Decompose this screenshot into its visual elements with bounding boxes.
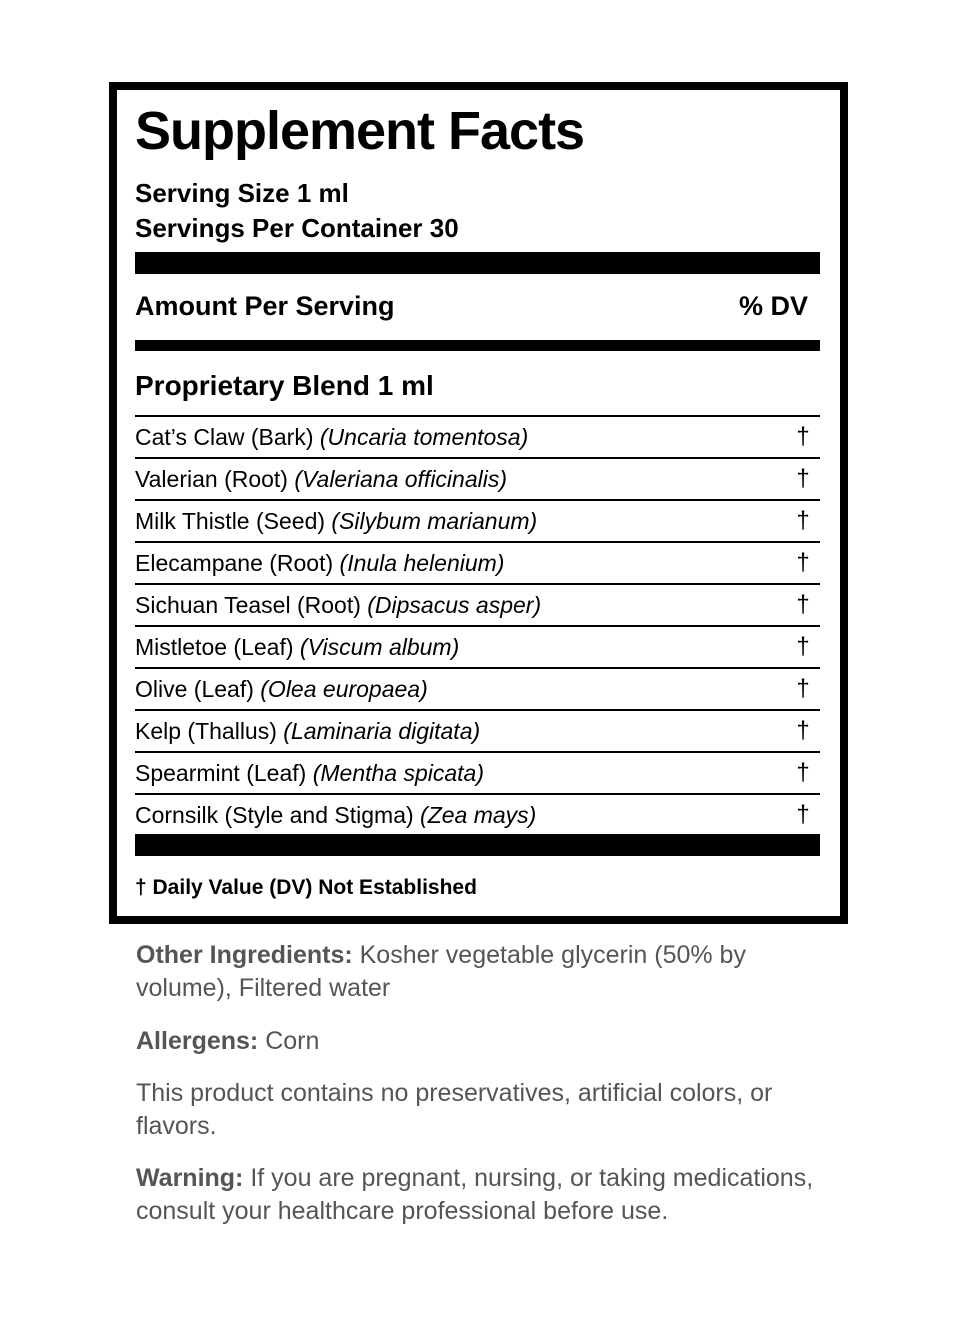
ingredient-dv: † bbox=[796, 507, 810, 534]
allergens-label: Allergens: bbox=[136, 1027, 259, 1055]
ingredient-dv: † bbox=[796, 717, 810, 744]
ingredient-scientific-name: (Zea mays) bbox=[420, 801, 537, 828]
ingredient-row bbox=[135, 667, 820, 709]
warning-label: Warning: bbox=[136, 1164, 244, 1192]
ingredient-row bbox=[135, 583, 820, 625]
ingredient-common-name: Kelp (Thallus) bbox=[135, 717, 277, 744]
ingredient-name bbox=[135, 718, 480, 745]
ingredient-common-name: Olive (Leaf) bbox=[135, 675, 254, 702]
ingredient-row bbox=[135, 709, 820, 751]
ingredient-row bbox=[135, 499, 820, 541]
ingredient-scientific-name: (Mentha spicata) bbox=[312, 759, 485, 786]
proprietary-blend: Proprietary Blend 1 ml bbox=[135, 370, 434, 401]
dv-header: % DV bbox=[738, 291, 808, 321]
ingredient-row bbox=[135, 793, 820, 835]
ingredient-row bbox=[135, 751, 820, 793]
ingredient-row bbox=[135, 415, 820, 457]
ingredient-common-name: Cornsilk (Style and Stigma) bbox=[135, 801, 414, 828]
warning bbox=[136, 1162, 816, 1228]
ingredient-dv: † bbox=[796, 423, 810, 450]
allergens-text: Corn bbox=[258, 1027, 320, 1055]
amount-per-serving-row bbox=[135, 291, 808, 322]
ingredient-common-name: Spearmint (Leaf) bbox=[135, 759, 307, 786]
ingredient-row bbox=[135, 457, 820, 499]
other-ingredients-label: Other Ingredients: bbox=[136, 941, 353, 969]
label-title: Supplement Facts bbox=[135, 101, 585, 161]
ingredient-name bbox=[135, 802, 536, 829]
ingredient-common-name: Valerian (Root) bbox=[135, 465, 288, 492]
serving-size: Serving Size 1 ml bbox=[135, 178, 349, 208]
bottom-divider bbox=[135, 834, 820, 856]
ingredient-name bbox=[135, 424, 528, 451]
ingredient-name bbox=[135, 634, 459, 661]
ingredient-row bbox=[135, 541, 820, 583]
ingredient-name bbox=[135, 676, 428, 703]
ingredient-scientific-name: (Olea europaea) bbox=[260, 675, 428, 702]
ingredient-name bbox=[135, 550, 504, 577]
medium-divider bbox=[135, 340, 820, 351]
ingredient-dv: † bbox=[796, 759, 810, 786]
footnote: † Daily Value (DV) Not Established bbox=[135, 876, 477, 899]
ingredient-name bbox=[135, 466, 507, 493]
thick-divider bbox=[135, 252, 820, 274]
other-ingredients-text: Kosher vegetable glycerin (50% by volume), Filtered water bbox=[136, 941, 746, 1002]
ingredient-row bbox=[135, 625, 820, 667]
ingredient-dv: † bbox=[796, 465, 810, 492]
ingredient-name bbox=[135, 592, 541, 619]
ingredient-scientific-name: (Inula helenium) bbox=[339, 549, 505, 576]
ingredient-scientific-name: (Dipsacus asper) bbox=[367, 591, 542, 618]
ingredient-common-name: Mistletoe (Leaf) bbox=[135, 633, 294, 660]
ingredient-scientific-name: (Laminaria digitata) bbox=[283, 717, 481, 744]
ingredient-dv: † bbox=[796, 675, 810, 702]
preservatives-statement: This product contains no preservatives, artificial colors, or flavors. bbox=[136, 1079, 773, 1140]
ingredient-list bbox=[135, 415, 820, 835]
serving-info bbox=[135, 176, 459, 246]
supplement-facts-panel bbox=[109, 82, 848, 924]
ingredient-scientific-name: (Viscum album) bbox=[299, 633, 460, 660]
ingredient-name bbox=[135, 508, 537, 535]
ingredient-scientific-name: (Silybum marianum) bbox=[331, 507, 538, 534]
allergens bbox=[136, 1025, 816, 1058]
ingredient-common-name: Sichuan Teasel (Root) bbox=[135, 591, 361, 618]
ingredient-common-name: Milk Thistle (Seed) bbox=[135, 507, 326, 534]
ingredient-common-name: Elecampane (Root) bbox=[135, 549, 334, 576]
ingredient-scientific-name: (Uncaria tomentosa) bbox=[319, 423, 529, 450]
ingredient-dv: † bbox=[796, 633, 810, 660]
ingredient-scientific-name: (Valeriana officinalis) bbox=[294, 465, 508, 492]
ingredient-name bbox=[135, 760, 484, 787]
warning-text: If you are pregnant, nursing, or taking medications, consult your healthcare professional before use. bbox=[136, 1164, 814, 1225]
ingredient-dv: † bbox=[796, 591, 810, 618]
ingredient-dv: † bbox=[796, 549, 810, 576]
ingredient-common-name: Cat’s Claw (Bark) bbox=[135, 423, 314, 450]
other-ingredients bbox=[136, 939, 816, 1005]
ingredient-dv: † bbox=[796, 801, 810, 828]
amount-per-serving-label: Amount Per Serving bbox=[135, 291, 395, 321]
servings-per-container: Servings Per Container 30 bbox=[135, 213, 459, 243]
